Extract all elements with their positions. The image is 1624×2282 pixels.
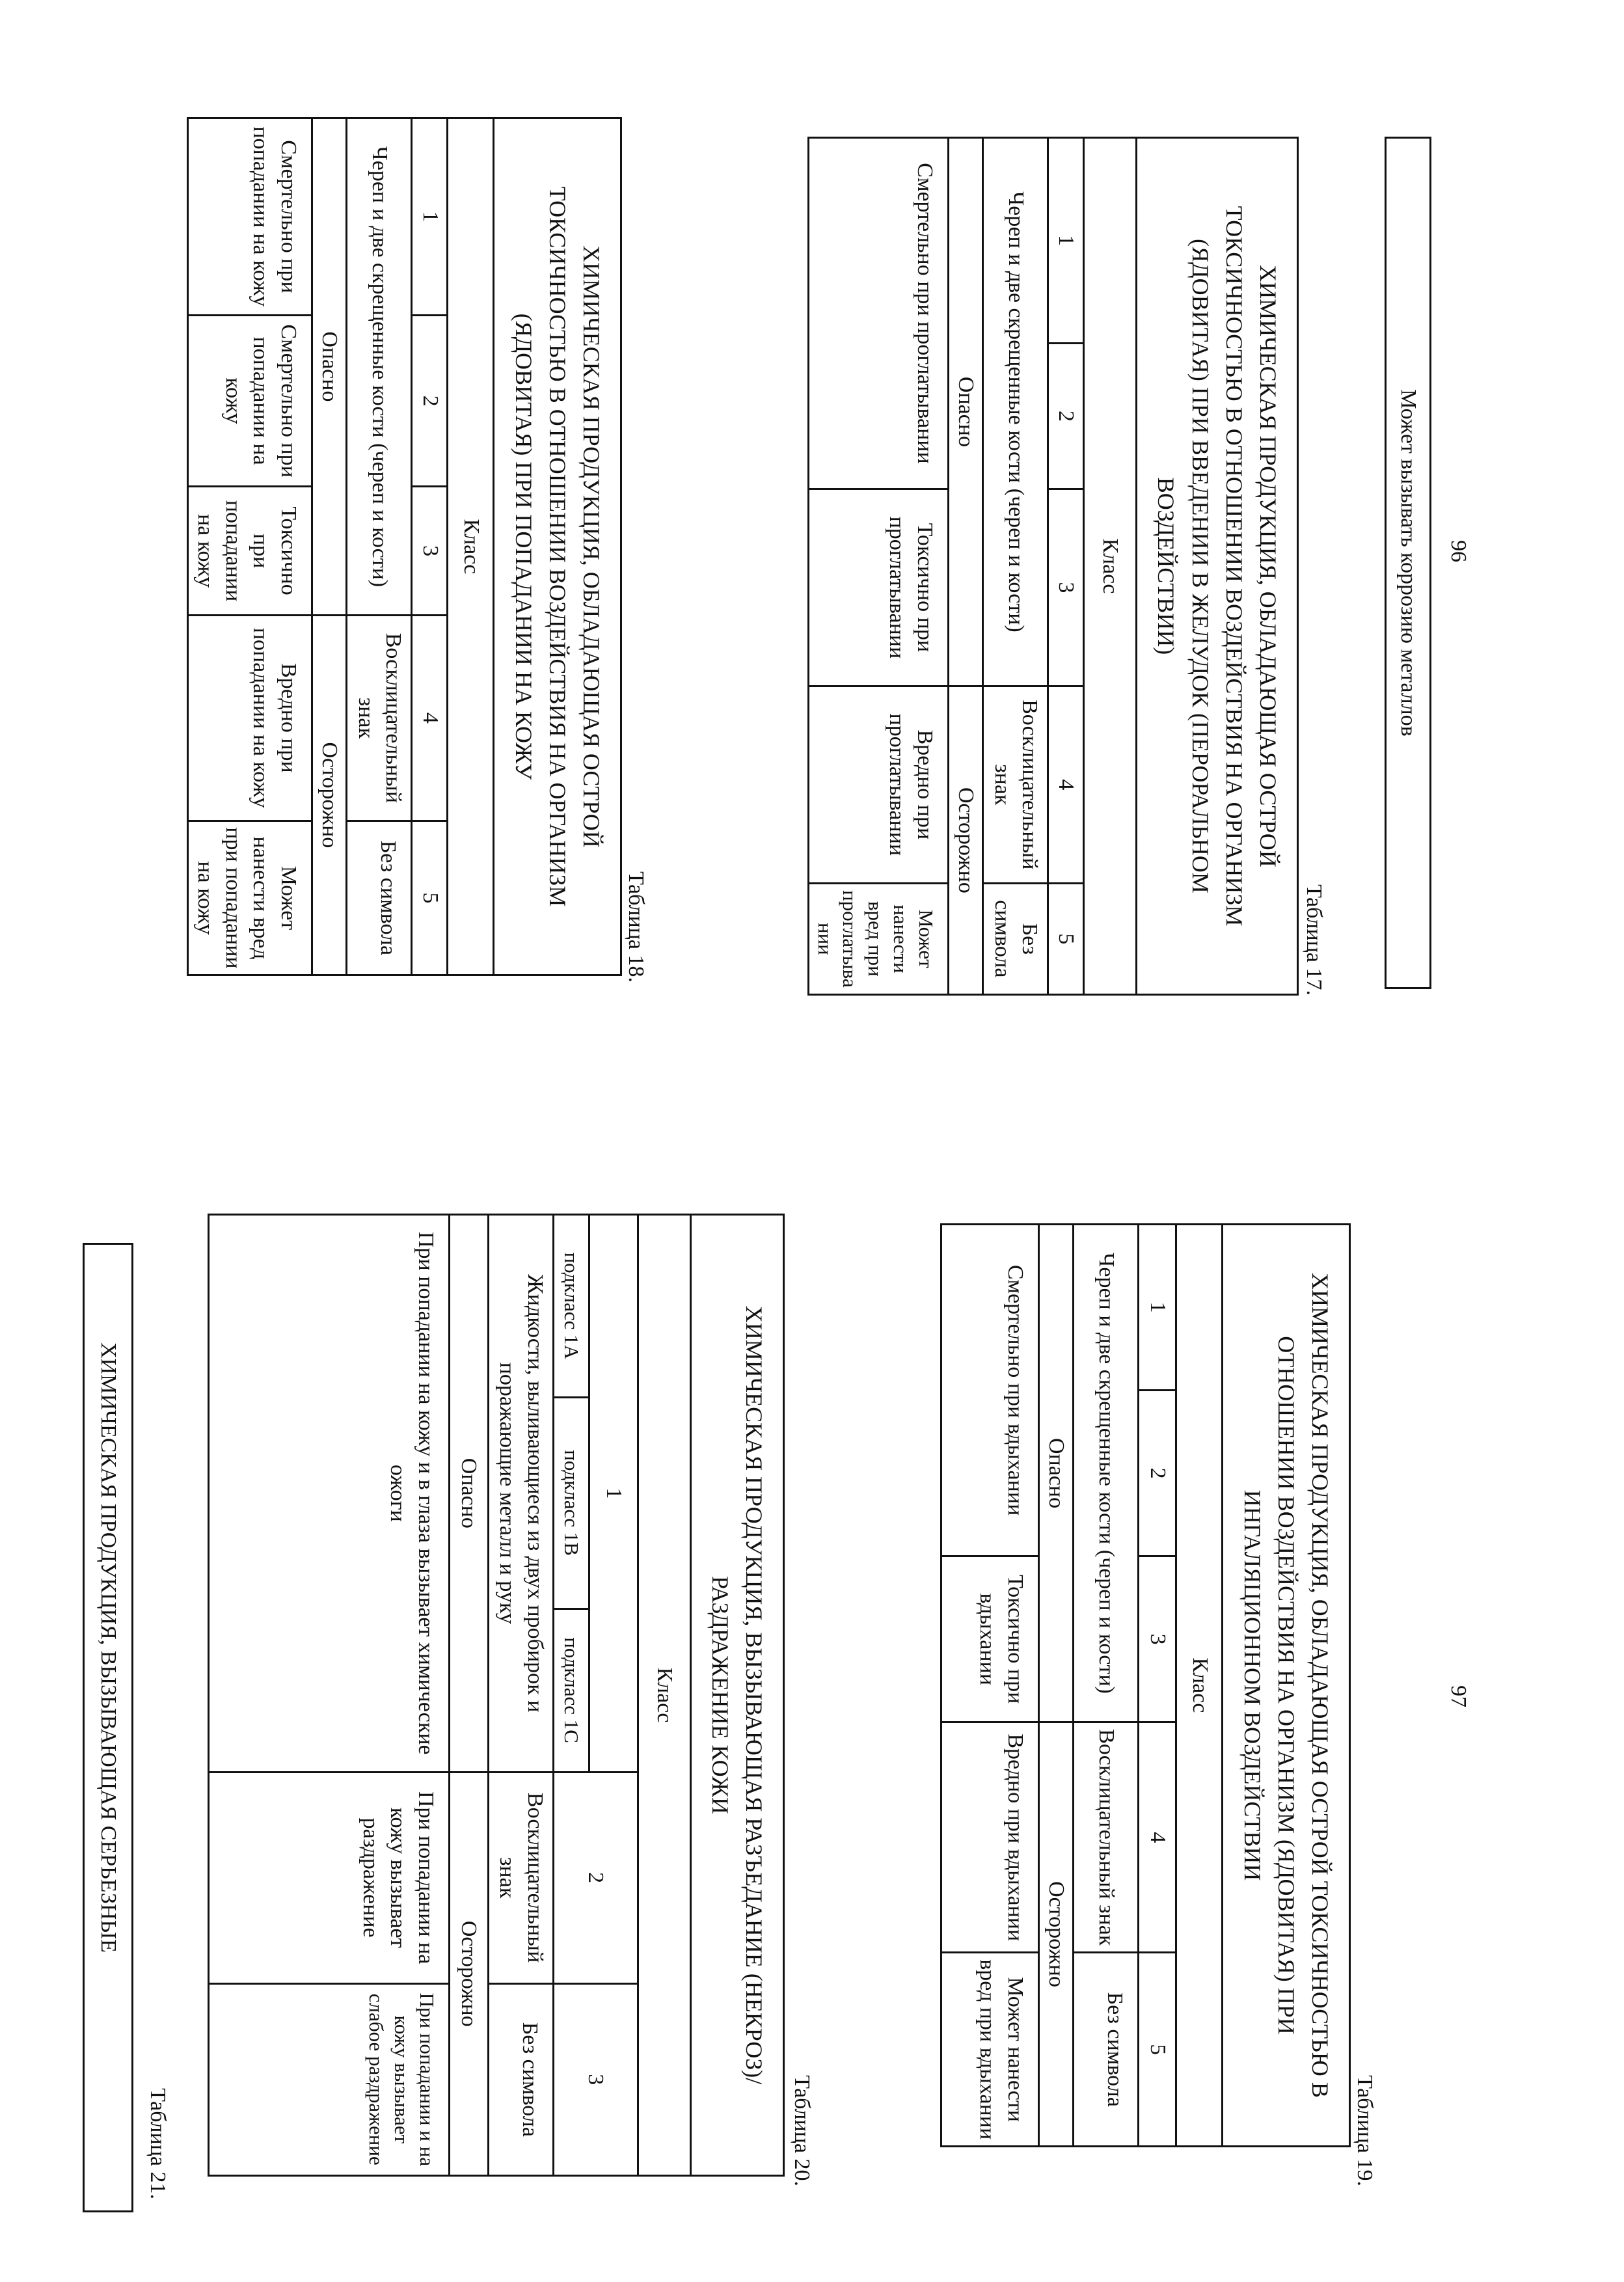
table-17-label: Таблица 17. — [1302, 884, 1326, 996]
page-number-96: 96 — [1446, 540, 1470, 562]
table-20-label: Таблица 20. — [790, 2075, 814, 2186]
table-20-subclass-1c: подкласс 1С — [553, 1609, 589, 1772]
corrosion-statement-box: Может вызывать коррозию металлов — [1385, 137, 1431, 989]
table-21-title-box: ХИМИЧЕСКАЯ ПРОДУКЦИЯ, ВЫЗЫВАЮЩАЯ СЕРЬЕЗНЫЕ — [83, 1243, 133, 2212]
table-17-class-2: 2 — [1048, 344, 1084, 489]
table-18 — [187, 117, 622, 976]
table-17-class-header: Класс — [1084, 138, 1137, 995]
table-20-subclass-1a: подкласс 1А — [553, 1215, 589, 1398]
table-17-statement-4: Вредно при проглатывании — [809, 686, 949, 883]
table-20-statement-2: При попадании на кожу вызывает раздражение — [208, 1772, 449, 1983]
table-17-class-5: 5 — [1048, 883, 1084, 994]
table-18-label: Таблица 18. — [624, 871, 648, 983]
table-18-class-2: 2 — [412, 315, 448, 486]
table-19-signal-danger: Опасно — [1038, 1225, 1074, 1722]
table-17-signal-warning: Осторожно — [948, 686, 983, 994]
table-20-class-3: 3 — [553, 1983, 638, 2175]
table-20-statement-3: При попадании и на кожу вызывает слабое раздражение — [208, 1983, 449, 2175]
table-18-statement-4: Вредно при попадании на кожу — [187, 615, 312, 821]
table-17-statement-1-2: Смертельно при проглатывании — [809, 138, 949, 489]
table-19-label: Таблица 19. — [1353, 2075, 1377, 2186]
table-19-class-1: 1 — [1139, 1225, 1175, 1391]
table-17-symbol-exclamation: Восклицательный знак — [983, 686, 1048, 883]
table-19-class-4: 4 — [1139, 1722, 1176, 1953]
table-17-symbol-skull: Череп и две скрещенные кости (череп и кости) — [983, 138, 1048, 686]
table-19-signal-warning: Осторожно — [1038, 1722, 1074, 2147]
table-18-symbol-skull: Череп и две скрещенные кости (череп и кости) — [347, 118, 412, 616]
table-18-class-header: Класс — [448, 118, 494, 975]
table-18-class-1: 1 — [412, 118, 448, 316]
table-20-class-1: 1 — [589, 1215, 638, 1773]
table-19 — [940, 1223, 1351, 2147]
table-20-class-2: 2 — [553, 1772, 638, 1983]
table-17-symbol-none: Без символа — [983, 883, 1048, 994]
table-20-title: ХИМИЧЕСКАЯ ПРОДУКЦИЯ, ВЫЗЫВАЮЩАЯ РАЗЪЕДАНИЕ (НЕКРОЗ)/РАЗДРАЖЕНИЕ КОЖИ — [690, 1215, 783, 2176]
table-18-class-5: 5 — [412, 821, 448, 975]
table-20-subclass-1b: подкласс 1В — [553, 1397, 589, 1609]
table-20 — [208, 1214, 785, 2177]
table-17-class-1: 1 — [1048, 138, 1084, 344]
table-18-statement-3: Токсично при попадании на кожу — [187, 487, 312, 616]
table-19-statement-5: Может нанести вред при вдыхании — [941, 1953, 1038, 2147]
page-number-97: 97 — [1446, 1685, 1470, 1707]
table-17-signal-danger: Опасно — [948, 138, 983, 686]
table-17-statement-3: Токсично при проглатывании — [809, 489, 949, 686]
scan-edge-line — [1, 0, 7, 20]
table-18-class-4: 4 — [412, 615, 448, 821]
table-17-title: ХИМИЧЕСКАЯ ПРОДУКЦИЯ, ОБЛАДАЮЩАЯ ОСТРОЙ ТОКСИЧНОСТЬЮ В ОТНОШЕНИИ ВОЗДЕЙСТВИЯ НА ОРГАНИЗМ (ЯДОВИТАЯ) ПРИ ВВЕДЕНИИ В ЖЕЛУДОК (ПЕРОРАЛЬНОМ ВОЗДЕЙСТВИИ) — [1137, 138, 1298, 995]
table-17-class-3: 3 — [1048, 489, 1084, 686]
table-19-class-5: 5 — [1139, 1953, 1176, 2147]
table-18-statement-2: Смертельно при попадании на кожу — [187, 315, 312, 486]
table-18-signal-warning: Осторожно — [312, 615, 347, 975]
table-18-statement-5: Может нанести вред при попадании на кожу — [187, 821, 312, 975]
table-19-symbol-exclamation: Восклицательный знак — [1074, 1722, 1139, 1953]
table-18-symbol-exclamation: Восклицательный знак — [347, 615, 412, 821]
table-19-statement-4: Вредно при вдыхании — [941, 1722, 1038, 1953]
table-20-statement-1: При попадании на кожу и в глаза вызывает химические ожоги — [208, 1215, 449, 1773]
table-18-class-3: 3 — [412, 487, 448, 616]
table-19-class-3: 3 — [1139, 1556, 1176, 1722]
table-19-symbol-skull: Череп и две скрещенные кости (череп и кости) — [1074, 1225, 1139, 1722]
table-19-class-header: Класс — [1176, 1225, 1223, 2147]
table-19-symbol-none: Без символа — [1074, 1953, 1139, 2147]
table-18-title: ХИМИЧЕСКАЯ ПРОДУКЦИЯ, ОБЛАДАЮЩАЯ ОСТРОЙ ТОКСИЧНОСТЬЮ В ОТНОШЕНИИ ВОЗДЕЙСТВИЯ НА ОРГАНИЗМ (ЯДОВИТАЯ) ПРИ ПОПАДАНИИ НА КОЖУ — [494, 118, 621, 975]
table-20-symbol-corrosion: Жидкости, выливающиеся из двух пробирок и поражающие металл и руку — [488, 1215, 553, 1773]
table-21-label: Таблица 21. — [146, 2088, 170, 2199]
table-18-statement-1: Смертельно при попадании на кожу — [187, 118, 312, 316]
table-19-title: ХИМИЧЕСКАЯ ПРОДУКЦИЯ, ОБЛАДАЮЩАЯ ОСТРОЙ ТОКСИЧНОСТЬЮ В ОТНОШЕНИИ ВОЗДЕЙСТВИЯ НА ОРГАНИЗМ (ЯДОВИТАЯ) ПРИ ИНГАЛЯЦИОННОМ ВОЗДЕЙСТВИИ — [1223, 1225, 1350, 2147]
table-20-class-header: Класс — [638, 1215, 690, 2176]
table-19-statement-3: Токсично при вдыхании — [941, 1556, 1038, 1722]
table-19-statement-1-2: Смертельно при вдыхании — [941, 1225, 1038, 1556]
table-20-signal-danger: Опасно — [449, 1215, 488, 1773]
table-20-symbol-exclamation: Восклицательный знак — [488, 1772, 553, 1983]
table-17-class-4: 4 — [1048, 686, 1084, 883]
table-20-signal-warning: Осторожно — [449, 1772, 488, 2175]
table-20-symbol-none: Без символа — [488, 1983, 553, 2175]
table-17 — [807, 137, 1299, 996]
table-19-class-2: 2 — [1146, 1467, 1171, 1479]
table-18-signal-danger: Опасно — [312, 118, 347, 616]
table-17-statement-5: Может нанести вред при проглатывании — [809, 883, 949, 994]
table-18-symbol-none: Без символа — [347, 821, 412, 975]
